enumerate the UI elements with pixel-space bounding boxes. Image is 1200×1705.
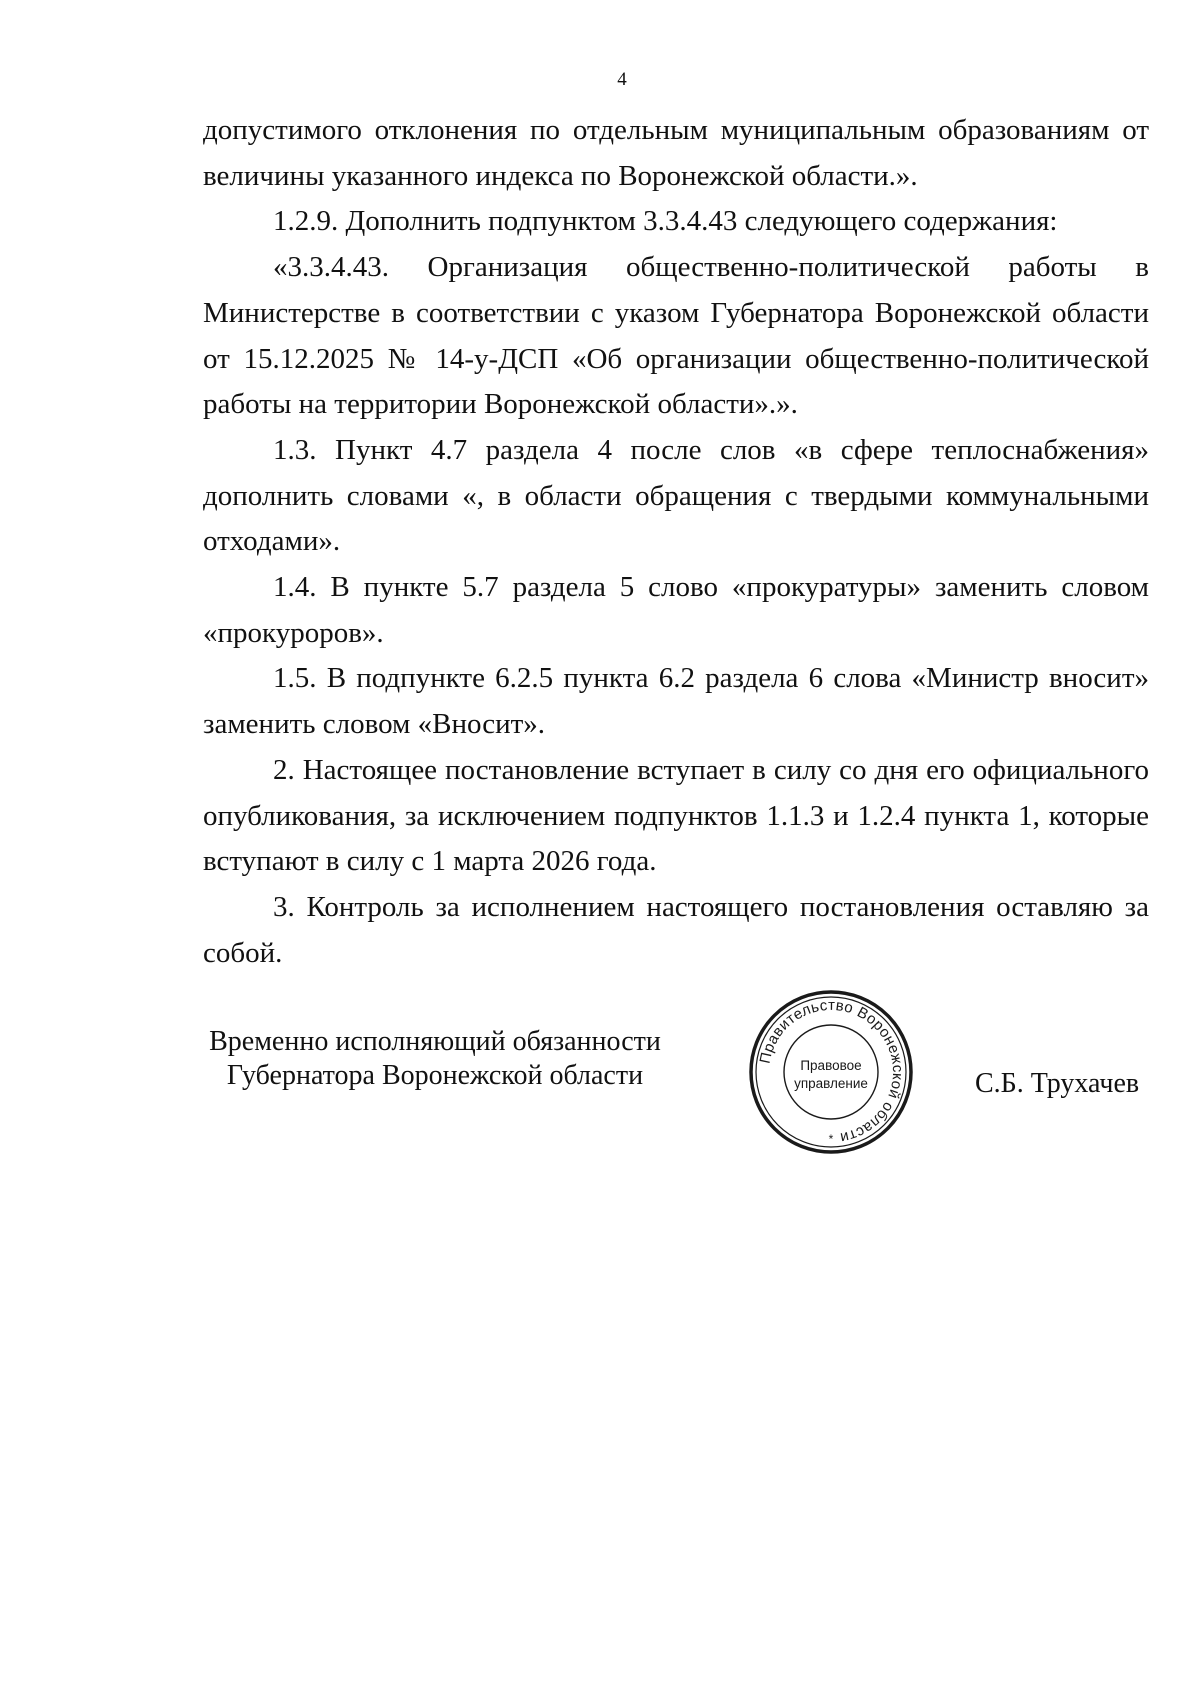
page-number: 4	[617, 69, 627, 90]
signatory-name: С.Б. Трухачев	[975, 1068, 1140, 1099]
paragraph-3: 3. Контроль за исполнением настоящего постановления оставляю за собой.	[203, 890, 1149, 969]
document-body	[203, 108, 1149, 976]
paragraph-2: 2. Настоящее постановление вступает в силу со дня его официального опубликования, за исключением подпунктов 1.1.3 и 1.2.4 пункта 1, которые вступают в силу с 1 марта 2026 года.	[203, 753, 1149, 878]
stamp-seal-icon	[747, 988, 915, 1156]
paragraph-1-2-9: 1.2.9. Дополнить подпунктом 3.3.4.43 следующего содержания:	[273, 205, 1058, 238]
signatory-position-line-1: Временно исполняющий обязанности	[209, 1026, 661, 1057]
stamp-star: *	[828, 1132, 834, 1146]
paragraph-1-5: 1.5. В подпункте 6.2.5 пункта 6.2 раздела 6 слова «Министр вносит» заменить словом «Вносит».	[203, 662, 1149, 741]
paragraph-continuation: допустимого отклонения по отдельным муниципальным образованиям от величины указанного индекса по Воронежской области.».	[203, 114, 1149, 192]
official-stamp	[747, 988, 915, 1156]
stamp-inner-line-2: управление	[794, 1076, 868, 1091]
stamp-outer-text-path: Правительство Воронежской области	[756, 996, 907, 1147]
signatory-position	[180, 1025, 690, 1093]
stamp-inner-line-1: Правовое	[800, 1058, 862, 1073]
paragraph-3-3-4-43: «3.3.4.43. Организация общественно-политической работы в Министерстве в соответствии с указом Губернатора Воронежской области от 15.12.2025 № 14-у-ДСП «Об организации общественно-политической работы на территории Воронежской области».».	[203, 251, 1149, 421]
paragraph-1-4: 1.4. В пункте 5.7 раздела 5 слово «прокуратуры» заменить словом «прокуроров».	[203, 571, 1149, 649]
signatory-position-line-2: Губернатора Воронежской области	[226, 1060, 644, 1091]
paragraph-1-3: 1.3. Пункт 4.7 раздела 4 после слов «в сфере теплоснабжения» дополнить словами «, в области обращения с твердыми коммунальными отходами».	[203, 433, 1149, 558]
